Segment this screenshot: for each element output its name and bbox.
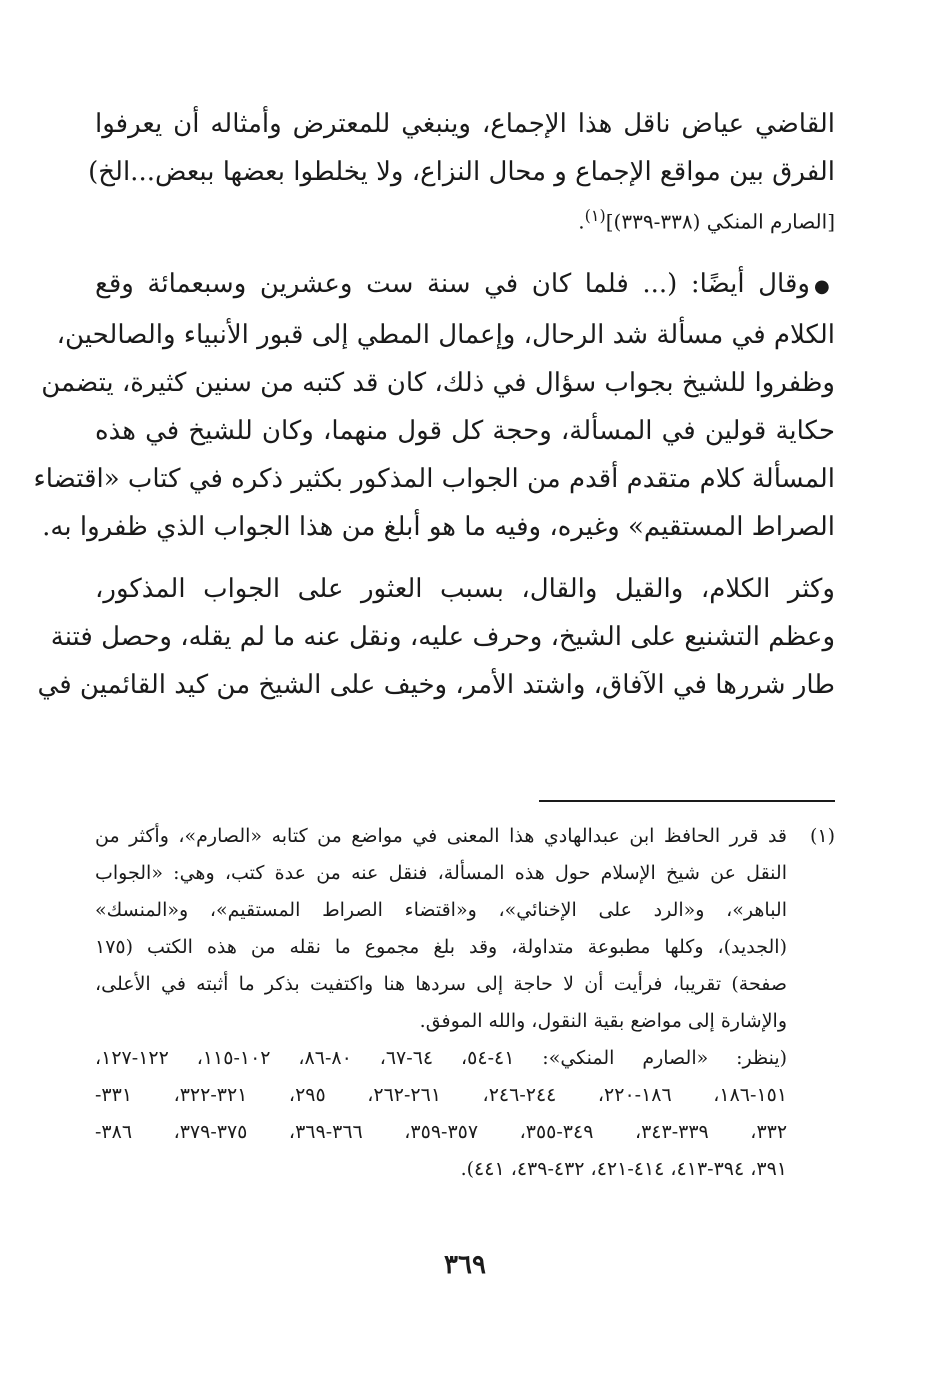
footnote-ref-line: ٣٩١، ٣٩٤-٤١٣، ٤١٤-٤٢١، ٤٣٢-٤٣٩، ٤٤١). — [460, 1158, 787, 1180]
footnote-separator — [539, 800, 835, 802]
footnote-ref-line: ١٥١-١٨٦، ١٨٦-٢٢٠، ٢٤٤-٢٤٦، ٢٦١-٢٦٢، ٢٩٥، ٣٢١-٣٢٢، ٣٣١- — [95, 1084, 788, 1106]
text-line: وكثر الكلام، والقيل والقال، بسبب العثور على الجواب المذكور، — [95, 573, 835, 604]
footnote-reference: (١) — [584, 206, 606, 225]
footnote-line: النقل عن شيخ الإسلام حول هذه المسألة، فنقل عنه من عدة كتب، وهي: «الجواب — [95, 862, 787, 884]
bullet-icon: ● — [813, 275, 835, 297]
footnote-ref-line: ٣٣٢، ٣٣٩-٣٤٣، ٣٤٩-٣٥٥، ٣٥٧-٣٥٩، ٣٦٦-٣٦٩، ٣٧٥-٣٧٩، ٣٨٦- — [95, 1121, 788, 1143]
citation-text: [الصارم المنكي (٣٣٨-٣٣٩)] — [605, 209, 835, 234]
source-citation — [95, 196, 835, 242]
footnote-1 — [95, 818, 835, 1188]
page-number: ٣٦٩ — [444, 1250, 486, 1280]
footnote-line: قد قرر الحافظ ابن عبدالهادي هذا المعنى في مواضع من كتابه «الصارم»، وأكثر من — [95, 825, 787, 847]
text-line: طار شررها في الآفاق، واشتد الأمر، وخيف على الشيخ من كيد القائمين في — [37, 669, 835, 700]
text-line: وعظم التشنيع على الشيخ، وحرف عليه، ونقل عنه ما لم يقله، وحصل فتنة — [50, 621, 835, 652]
footnote-body — [95, 818, 835, 1188]
text-line: الفرق بين مواقع الإجماع و محال النزاع، ولا يخلطوا بعضها ببعض...الخ) — [88, 157, 835, 187]
paragraph-2 — [33, 260, 835, 551]
footnotes — [95, 818, 835, 1188]
page-content — [33, 100, 835, 1280]
text-line: وظفروا للشيخ بجواب سؤال في ذلك، كان قد كتبه من سنين كثيرة، يتضمن — [41, 367, 835, 398]
text-line: الصراط المستقيم» وغيره، وفيه ما هو أبلغ من هذا الجواب الذي ظفروا به. — [42, 511, 835, 542]
text-line — [95, 260, 835, 311]
footnote-number: (١) — [809, 825, 835, 847]
text-line: الكلام في مسألة شد الرحال، وإعمال المطي إلى قبور الأنبياء والصالحين، — [56, 319, 835, 350]
footnote-line: والإشارة إلى مواضع بقية النقول، والله الموفق. — [419, 1010, 787, 1032]
text-line: القاضي عياض ناقل هذا الإجماع، وينبغي للمعترض وأمثاله أن يعرفوا — [95, 109, 835, 139]
footnote-line: (الجديد)، وكلها مطبوعة متداولة، وقد بلغ مجموع ما نقله من هذه الكتب (١٧٥ — [95, 936, 787, 958]
main-text — [33, 100, 835, 709]
text-line-content: وقال أيضًا: (... فلما كان في سنة ست وعشرين وسبعمائة وقع — [95, 268, 810, 299]
paragraph-1 — [88, 100, 835, 242]
footnote-line: الباهر»، و«الرد على الإخنائي»، و«اقتضاء الصراط المستقيم»، و«المنسك» — [95, 899, 787, 921]
footnote-ref-line: (ينظر: «الصارم المنكي»: ٤١-٥٤، ٦٤-٦٧، ٨٠-٨٦، ١٠٢-١١٥، ١٢٢-١٢٧، — [95, 1047, 788, 1069]
footnote-line: صفحة) تقريبا، فرأيت أن لا حاجة إلى سردها هنا واكتفيت بذكر ما أثبته في الأعلى، — [95, 973, 787, 995]
citation-end: . — [578, 209, 585, 234]
paragraph-3 — [37, 565, 835, 709]
text-line: حكاية قولين في المسألة، وحجة كل قول منهما، وكان للشيخ في هذه — [95, 415, 835, 446]
text-line: المسألة كلام متقدم أقدم من الجواب المذكور بكثير ذكره في كتاب «اقتضاء — [33, 463, 835, 494]
